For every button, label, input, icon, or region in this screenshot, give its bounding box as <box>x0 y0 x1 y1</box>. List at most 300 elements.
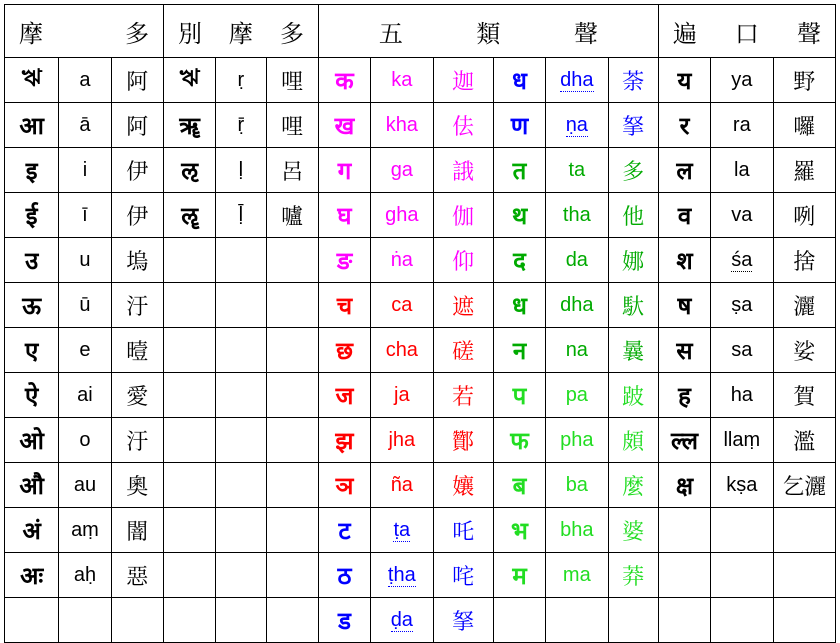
cell-text: स <box>676 336 693 365</box>
chinese-transliteration-cell <box>266 463 318 508</box>
romanization-cell <box>59 373 111 418</box>
cell-text: 阿 <box>126 69 149 95</box>
cell-text: इ <box>25 156 38 185</box>
chinese-transliteration-cell <box>433 193 493 238</box>
cell-text: ya <box>731 68 753 91</box>
cell-text: ल्ल <box>670 426 699 455</box>
cell-text: da <box>565 248 588 271</box>
siddham-glyph-cell <box>163 598 215 643</box>
chinese-transliteration-cell <box>266 508 318 553</box>
cell-text: pa <box>565 383 588 406</box>
romanization-cell <box>546 328 608 373</box>
romanization-cell <box>546 418 608 463</box>
header-char: 五 <box>378 19 403 48</box>
romanization-cell <box>216 328 266 373</box>
siddham-glyph-cell <box>493 418 545 463</box>
chinese-transliteration-cell <box>608 148 658 193</box>
cell-text: ह <box>678 381 691 410</box>
siddham-glyph-cell <box>163 508 215 553</box>
chinese-transliteration-cell <box>773 373 836 418</box>
romanization-cell <box>711 58 773 103</box>
table-row <box>5 193 836 238</box>
cell-text: 賀 <box>793 384 816 410</box>
chinese-transliteration-cell <box>608 598 658 643</box>
siddham-glyph-cell <box>5 463 59 508</box>
cell-text: प <box>512 381 527 410</box>
cell-text: 愛 <box>126 384 149 410</box>
cell-text: u <box>79 248 91 271</box>
cell-text: ka <box>391 68 413 91</box>
table-row <box>5 418 836 463</box>
cell-text: ए <box>25 336 39 365</box>
cell-text: ha <box>730 383 753 406</box>
cell-text: tha <box>562 203 591 226</box>
chinese-transliteration-cell <box>111 508 163 553</box>
cell-text: 羅 <box>793 159 816 185</box>
siddham-glyph-cell <box>658 148 710 193</box>
cell-text: 汙 <box>126 294 149 320</box>
romanization-cell <box>216 598 266 643</box>
cell-text: ṭha <box>387 563 416 586</box>
table-row <box>5 283 836 328</box>
cell-text: 囉 <box>793 114 816 140</box>
cell-text: 伽 <box>452 204 475 230</box>
chinese-transliteration-cell <box>608 508 658 553</box>
table-row <box>5 103 836 148</box>
header-char: 摩 <box>228 19 253 48</box>
table-row <box>5 598 836 643</box>
cell-text: o <box>79 428 91 451</box>
siddham-glyph-cell <box>5 418 59 463</box>
cell-text: 伊 <box>126 204 149 230</box>
siddham-glyph-cell <box>5 373 59 418</box>
chinese-transliteration-cell <box>111 418 163 463</box>
cell-text: ष <box>677 291 692 320</box>
header-henku-sho <box>658 5 835 58</box>
romanization-cell <box>546 553 608 598</box>
chinese-transliteration-cell <box>608 463 658 508</box>
cell-text: ঋ <box>179 64 200 92</box>
siddham-glyph-cell <box>658 328 710 373</box>
chinese-transliteration-cell <box>433 283 493 328</box>
siddham-glyph-cell <box>5 328 59 373</box>
cell-text: ल <box>676 156 693 185</box>
romanization-cell <box>59 193 111 238</box>
siddham-glyph-cell <box>318 193 370 238</box>
siddham-glyph-cell <box>493 58 545 103</box>
siddham-glyph-cell <box>493 553 545 598</box>
cell-text: अं <box>22 516 41 545</box>
chinese-transliteration-cell <box>433 238 493 283</box>
cell-text: य <box>677 66 692 95</box>
cell-text: श <box>676 246 693 275</box>
cell-text: ū <box>79 293 91 316</box>
chinese-transliteration-cell <box>266 373 318 418</box>
siddham-glyph-cell <box>163 238 215 283</box>
chinese-transliteration-cell <box>111 103 163 148</box>
header-char: 聲 <box>573 19 598 48</box>
cell-text: व <box>677 201 692 230</box>
chinese-transliteration-cell <box>111 238 163 283</box>
cell-text: ca <box>391 293 413 316</box>
cell-text: 誐 <box>452 159 475 185</box>
romanization-cell <box>371 553 433 598</box>
chinese-transliteration-cell <box>433 328 493 373</box>
romanization-cell <box>59 553 111 598</box>
romanization-cell <box>711 103 773 148</box>
cell-text: 仰 <box>452 249 475 275</box>
siddham-glyph-cell <box>658 373 710 418</box>
cell-text: 拏 <box>622 114 645 140</box>
chinese-transliteration-cell <box>266 418 318 463</box>
cell-text: sa <box>731 338 753 361</box>
cell-text: 馱 <box>622 294 645 320</box>
romanization-cell <box>711 418 773 463</box>
siddham-glyph-cell <box>318 148 370 193</box>
siddham-glyph-cell <box>318 508 370 553</box>
cell-text: ḹ <box>238 203 244 226</box>
chinese-transliteration-cell <box>608 553 658 598</box>
cell-text: 汙 <box>126 429 149 455</box>
cell-text: ja <box>394 383 410 406</box>
romanization-cell <box>546 463 608 508</box>
siddham-glyph-cell <box>493 508 545 553</box>
siddham-glyph-cell <box>163 373 215 418</box>
cell-text: द <box>513 246 526 275</box>
chinese-transliteration-cell <box>773 598 836 643</box>
chinese-transliteration-cell <box>433 103 493 148</box>
siddham-glyph-cell <box>658 103 710 148</box>
table-row <box>5 373 836 418</box>
cell-text: ai <box>77 383 93 406</box>
cell-text: 迦 <box>452 69 475 95</box>
cell-text: 娜 <box>622 249 645 275</box>
siddham-glyph-cell <box>163 193 215 238</box>
cell-text: ṭa <box>393 518 411 541</box>
chinese-transliteration-cell <box>111 553 163 598</box>
siddham-glyph-cell <box>163 58 215 103</box>
chinese-transliteration-cell <box>608 373 658 418</box>
chinese-transliteration-cell <box>433 508 493 553</box>
cell-text: va <box>731 203 753 226</box>
table-row <box>5 238 836 283</box>
romanization-cell <box>216 553 266 598</box>
cell-text: ऊ <box>22 291 42 320</box>
chinese-transliteration-cell <box>433 553 493 598</box>
cell-text: aṃ <box>71 518 99 541</box>
romanization-cell <box>711 148 773 193</box>
chinese-transliteration-cell <box>773 283 836 328</box>
siddham-glyph-cell <box>318 598 370 643</box>
cell-text: 奧 <box>126 474 149 500</box>
chinese-transliteration-cell <box>773 418 836 463</box>
cell-text: ḍa <box>390 608 413 631</box>
siddham-glyph-cell <box>493 148 545 193</box>
cell-text: ॡ <box>181 201 198 230</box>
romanization-cell <box>371 418 433 463</box>
cell-text: 娑 <box>793 339 816 365</box>
chinese-transliteration-cell <box>608 193 658 238</box>
romanization-cell <box>59 103 111 148</box>
cell-text: ra <box>732 113 751 136</box>
table-row <box>5 148 836 193</box>
chinese-transliteration-cell <box>433 598 493 643</box>
siddham-glyph-cell <box>5 553 59 598</box>
siddham-glyph-cell <box>163 418 215 463</box>
siddham-glyph-cell <box>163 328 215 373</box>
chinese-transliteration-cell <box>433 148 493 193</box>
siddham-glyph-cell <box>658 283 710 328</box>
siddham-glyph-cell <box>318 328 370 373</box>
cell-text: 惡 <box>126 564 149 590</box>
siddham-glyph-cell <box>163 283 215 328</box>
siddham-glyph-cell <box>163 553 215 598</box>
cell-text: र <box>679 111 690 140</box>
cell-text: क्ष <box>675 471 694 500</box>
chinese-transliteration-cell <box>608 58 658 103</box>
cell-text: 捨 <box>793 249 816 275</box>
romanization-cell <box>371 373 433 418</box>
cell-text: śa <box>731 248 753 271</box>
romanization-cell <box>59 328 111 373</box>
siddham-glyph-cell <box>318 418 370 463</box>
romanization-cell <box>216 238 266 283</box>
siddham-glyph-cell <box>318 553 370 598</box>
cell-text: भ <box>511 516 528 545</box>
chinese-transliteration-cell <box>111 193 163 238</box>
siddham-glyph-cell <box>658 418 710 463</box>
cell-text: घ <box>337 201 352 230</box>
cell-text: 他 <box>622 204 645 230</box>
siddham-glyph-cell <box>493 328 545 373</box>
romanization-cell <box>371 193 433 238</box>
header-char: 口 <box>734 19 759 48</box>
cell-text: ॠ <box>179 111 200 140</box>
cell-text: 咤 <box>452 564 475 590</box>
cell-text: ड <box>338 606 351 635</box>
chinese-transliteration-cell <box>111 283 163 328</box>
cell-text: ga <box>390 158 413 181</box>
cell-text: 闇 <box>126 519 149 545</box>
cell-text: 伊 <box>126 159 149 185</box>
chinese-transliteration-cell <box>111 463 163 508</box>
chinese-transliteration-cell <box>266 58 318 103</box>
romanization-cell <box>216 58 266 103</box>
siddham-glyph-cell <box>163 103 215 148</box>
romanization-cell <box>59 283 111 328</box>
cell-text: pha <box>560 428 594 451</box>
romanization-cell <box>371 328 433 373</box>
cell-text: 麼 <box>622 474 645 500</box>
cell-text: 佉 <box>452 114 475 140</box>
cell-text: फ <box>510 426 529 455</box>
chinese-transliteration-cell <box>111 58 163 103</box>
romanization-cell <box>59 238 111 283</box>
chinese-transliteration-cell <box>608 328 658 373</box>
romanization-cell <box>59 598 111 643</box>
chinese-transliteration-cell <box>266 598 318 643</box>
romanization-cell <box>216 373 266 418</box>
romanization-cell <box>371 463 433 508</box>
cell-text: ञ <box>335 471 354 500</box>
siddham-glyph-cell <box>318 58 370 103</box>
cell-text: 拏 <box>452 609 475 635</box>
siddham-glyph-cell <box>318 283 370 328</box>
cell-text: 婆 <box>622 519 645 545</box>
header-char: 遍 <box>672 19 697 48</box>
chinese-transliteration-cell <box>266 148 318 193</box>
cell-text: e <box>79 338 91 361</box>
siddham-glyph-cell <box>5 238 59 283</box>
siddham-glyph-cell <box>318 463 370 508</box>
siddham-glyph-cell <box>5 598 59 643</box>
chinese-transliteration-cell <box>266 328 318 373</box>
siddham-glyph-cell <box>5 103 59 148</box>
chinese-transliteration-cell <box>266 238 318 283</box>
chinese-transliteration-cell <box>266 193 318 238</box>
cell-text: 哩 <box>281 69 304 95</box>
cell-text: ई <box>25 201 38 230</box>
siddham-glyph-cell <box>493 193 545 238</box>
romanization-cell <box>711 328 773 373</box>
siddham-glyph-cell <box>658 238 710 283</box>
cell-text: त <box>512 156 527 185</box>
cell-text: 濫 <box>793 429 816 455</box>
cell-text: न <box>512 336 527 365</box>
cell-text: ma <box>562 563 591 586</box>
romanization-cell <box>371 283 433 328</box>
table-row <box>5 553 836 598</box>
cell-text: 塢 <box>126 249 149 275</box>
romanization-cell <box>546 283 608 328</box>
cell-text: dha <box>560 293 594 316</box>
siddham-glyph-cell <box>5 283 59 328</box>
siddham-glyph-cell <box>658 508 710 553</box>
siddham-glyph-cell <box>658 598 710 643</box>
cell-text: dha <box>560 68 594 91</box>
cell-text: 跛 <box>622 384 645 410</box>
cell-text: ङ <box>336 246 353 275</box>
romanization-cell <box>546 598 608 643</box>
cell-text: ṇa <box>565 113 588 136</box>
chinese-transliteration-cell <box>433 58 493 103</box>
cell-text: च <box>336 291 353 320</box>
romanization-cell <box>711 373 773 418</box>
chinese-transliteration-cell <box>773 193 836 238</box>
cell-text: ṛ <box>237 68 245 91</box>
cell-text: 曩 <box>622 339 645 365</box>
romanization-cell <box>59 418 111 463</box>
cell-text: ट <box>338 516 351 545</box>
chinese-transliteration-cell <box>433 418 493 463</box>
header-char: 多 <box>279 19 304 48</box>
cell-text: 磋 <box>452 339 475 365</box>
header-char: 多 <box>124 19 149 48</box>
cell-text: 嚧 <box>281 204 304 230</box>
cell-text: aḥ <box>73 563 97 586</box>
chinese-transliteration-cell <box>608 103 658 148</box>
romanization-cell <box>59 463 111 508</box>
romanization-cell <box>216 193 266 238</box>
chinese-transliteration-cell <box>608 238 658 283</box>
chinese-transliteration-cell <box>433 373 493 418</box>
chinese-transliteration-cell <box>773 328 836 373</box>
cell-text: म <box>512 561 527 590</box>
cell-text: ग <box>337 156 352 185</box>
siddham-glyph-cell <box>658 553 710 598</box>
romanization-cell <box>216 463 266 508</box>
cell-text: क <box>335 66 354 95</box>
cell-text: ठ <box>337 561 352 590</box>
romanization-cell <box>216 103 266 148</box>
siddham-glyph-cell <box>493 373 545 418</box>
cell-text: झ <box>335 426 354 455</box>
chinese-transliteration-cell <box>773 553 836 598</box>
cell-text: kha <box>385 113 418 136</box>
cell-text: 孃 <box>452 474 475 500</box>
chinese-transliteration-cell <box>266 553 318 598</box>
header-char: 類 <box>476 19 501 48</box>
table-row <box>5 328 836 373</box>
header-char: 別 <box>177 19 202 48</box>
cell-text: kṣa <box>726 473 758 496</box>
siddham-glyph-cell <box>5 508 59 553</box>
chinese-transliteration-cell <box>111 328 163 373</box>
cell-text: आ <box>19 111 44 140</box>
romanization-cell <box>711 553 773 598</box>
header-mato <box>5 5 164 58</box>
cell-text: अः <box>20 561 44 590</box>
cell-text: थ <box>511 201 528 230</box>
cell-text: छ <box>336 336 353 365</box>
cell-text: 莽 <box>622 564 645 590</box>
romanization-cell <box>371 508 433 553</box>
siddham-glyph-cell <box>493 238 545 283</box>
siddham-glyph-cell <box>163 148 215 193</box>
cell-text: 若 <box>452 384 475 410</box>
romanization-cell <box>546 238 608 283</box>
siddham-glyph-cell <box>658 193 710 238</box>
romanization-cell <box>59 508 111 553</box>
cell-text: au <box>73 473 97 496</box>
romanization-cell <box>59 58 111 103</box>
cell-text: ख <box>334 111 355 140</box>
cell-text: 酇 <box>452 429 475 455</box>
cell-text: bha <box>560 518 594 541</box>
siddham-glyph-cell <box>318 373 370 418</box>
cell-text: 遮 <box>452 294 475 320</box>
romanization-cell <box>216 148 266 193</box>
cell-text: ঋ <box>21 64 42 92</box>
romanization-cell <box>711 508 773 553</box>
cell-text: ण <box>510 111 529 140</box>
siddham-glyph-cell <box>163 463 215 508</box>
siddham-glyph-cell <box>493 463 545 508</box>
cell-text: cha <box>385 338 418 361</box>
cell-text: i <box>82 158 88 181</box>
cell-text: a <box>79 68 91 91</box>
romanization-cell <box>216 418 266 463</box>
siddham-glyph-cell <box>318 238 370 283</box>
cell-text: 灑 <box>793 294 816 320</box>
siddham-glyph-cell <box>5 148 59 193</box>
cell-text: ब <box>512 471 527 500</box>
cell-text: ba <box>565 473 588 496</box>
cell-text: 野 <box>793 69 816 95</box>
siddham-glyph-cell <box>493 283 545 328</box>
cell-text: ṅa <box>390 248 413 271</box>
romanization-cell <box>371 58 433 103</box>
